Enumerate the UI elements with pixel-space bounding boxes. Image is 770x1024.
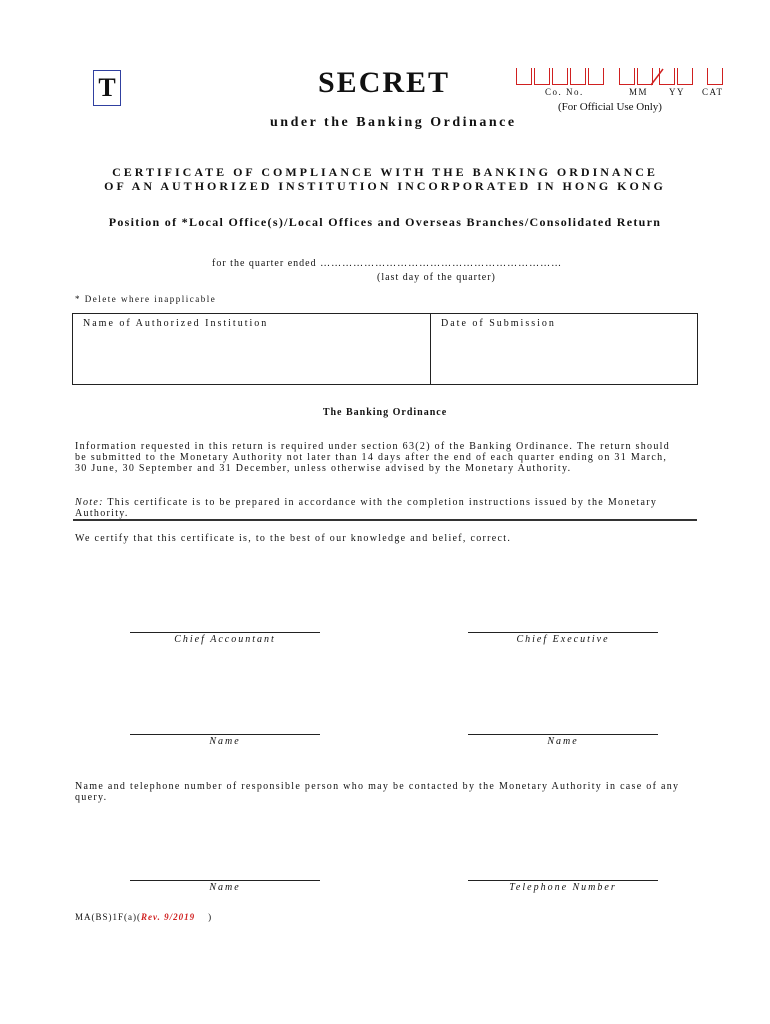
- institution-name-field[interactable]: [75, 332, 425, 380]
- institution-info-table: [72, 313, 698, 385]
- institution-name-label: Name of Authorized Institution: [83, 318, 269, 329]
- note-text: This certificate is to be prepared in accordance with the completion instructions issued by the Monetary Authority.: [75, 497, 658, 519]
- month-year-boxes: [619, 68, 695, 86]
- telephone-number-line[interactable]: [468, 880, 658, 881]
- info-paragraph-line1: Information requested in this return is required under section 63(2) of the Banking Ordinance. The return should: [75, 441, 671, 452]
- contact-name-line[interactable]: [130, 880, 320, 881]
- company-number-boxes: [516, 68, 608, 86]
- position-heading: Position of *Local Office(s)/Local Offices and Overseas Branches/Consolidated Return: [108, 215, 662, 229]
- chief-executive-signature-line[interactable]: [468, 632, 658, 633]
- form-type-letter-box: T: [93, 70, 121, 106]
- co-no-label: Co. No.: [545, 87, 584, 97]
- yy-label: YY: [669, 87, 685, 97]
- info-paragraph-line3: 30 June, 30 September and 31 December, unless otherwise advised by the Monetary Authority.: [75, 463, 572, 474]
- section-divider: [73, 519, 697, 521]
- accountant-name-line[interactable]: [130, 734, 320, 735]
- executive-name-label: Name: [547, 736, 579, 747]
- slash-separator-icon: [650, 68, 664, 86]
- info-paragraph-line2: be submitted to the Monetary Authority not later than 14 days after the end of each quarter ending on 31 March,: [75, 452, 668, 463]
- mm-label: MM: [629, 87, 649, 97]
- submission-date-field[interactable]: [435, 332, 693, 380]
- under-ordinance-subtitle: under the Banking Ordinance: [270, 115, 517, 130]
- certificate-title-line1: CERTIFICATE OF COMPLIANCE WITH THE BANKING ORDINANCE: [112, 165, 658, 179]
- note-paragraph: [75, 497, 695, 519]
- revision-date: Rev. 9/2019: [141, 912, 196, 922]
- accountant-name-label: Name: [209, 736, 241, 747]
- delete-note: * Delete where inapplicable: [75, 294, 217, 304]
- form-code-footer: [75, 912, 212, 922]
- form-code-close: ): [195, 912, 213, 922]
- contact-paragraph-line1: Name and telephone number of responsible person who may be contacted by the Monetary Authority in case of any: [75, 781, 680, 792]
- note-prefix: Note:: [75, 497, 104, 508]
- quarter-sublabel: (last day of the quarter): [377, 272, 496, 283]
- chief-accountant-signature-line[interactable]: [130, 632, 320, 633]
- executive-name-line[interactable]: [468, 734, 658, 735]
- banking-ordinance-heading: The Banking Ordinance: [322, 407, 448, 418]
- certify-statement: We certify that this certificate is, to the best of our knowledge and belief, correct.: [75, 533, 512, 544]
- contact-name-label: Name: [209, 882, 241, 893]
- chief-accountant-label: Chief Accountant: [174, 634, 276, 645]
- contact-paragraph-line2: query.: [75, 792, 108, 803]
- submission-date-label: Date of Submission: [441, 318, 556, 329]
- telephone-number-label: Telephone Number: [509, 882, 617, 893]
- certificate-title-line2: OF AN AUTHORIZED INSTITUTION INCORPORATED IN HONG KONG: [104, 179, 666, 193]
- category-box: [707, 68, 725, 86]
- secret-heading: SECRET: [318, 66, 451, 99]
- form-code: MA(BS)1F(a)(: [75, 912, 141, 922]
- official-use-note: (For Official Use Only): [558, 101, 662, 113]
- chief-executive-label: Chief Executive: [516, 634, 610, 645]
- cat-label: CAT: [702, 87, 724, 97]
- quarter-ended-field[interactable]: for the quarter ended …………………………………………………………: [212, 258, 563, 269]
